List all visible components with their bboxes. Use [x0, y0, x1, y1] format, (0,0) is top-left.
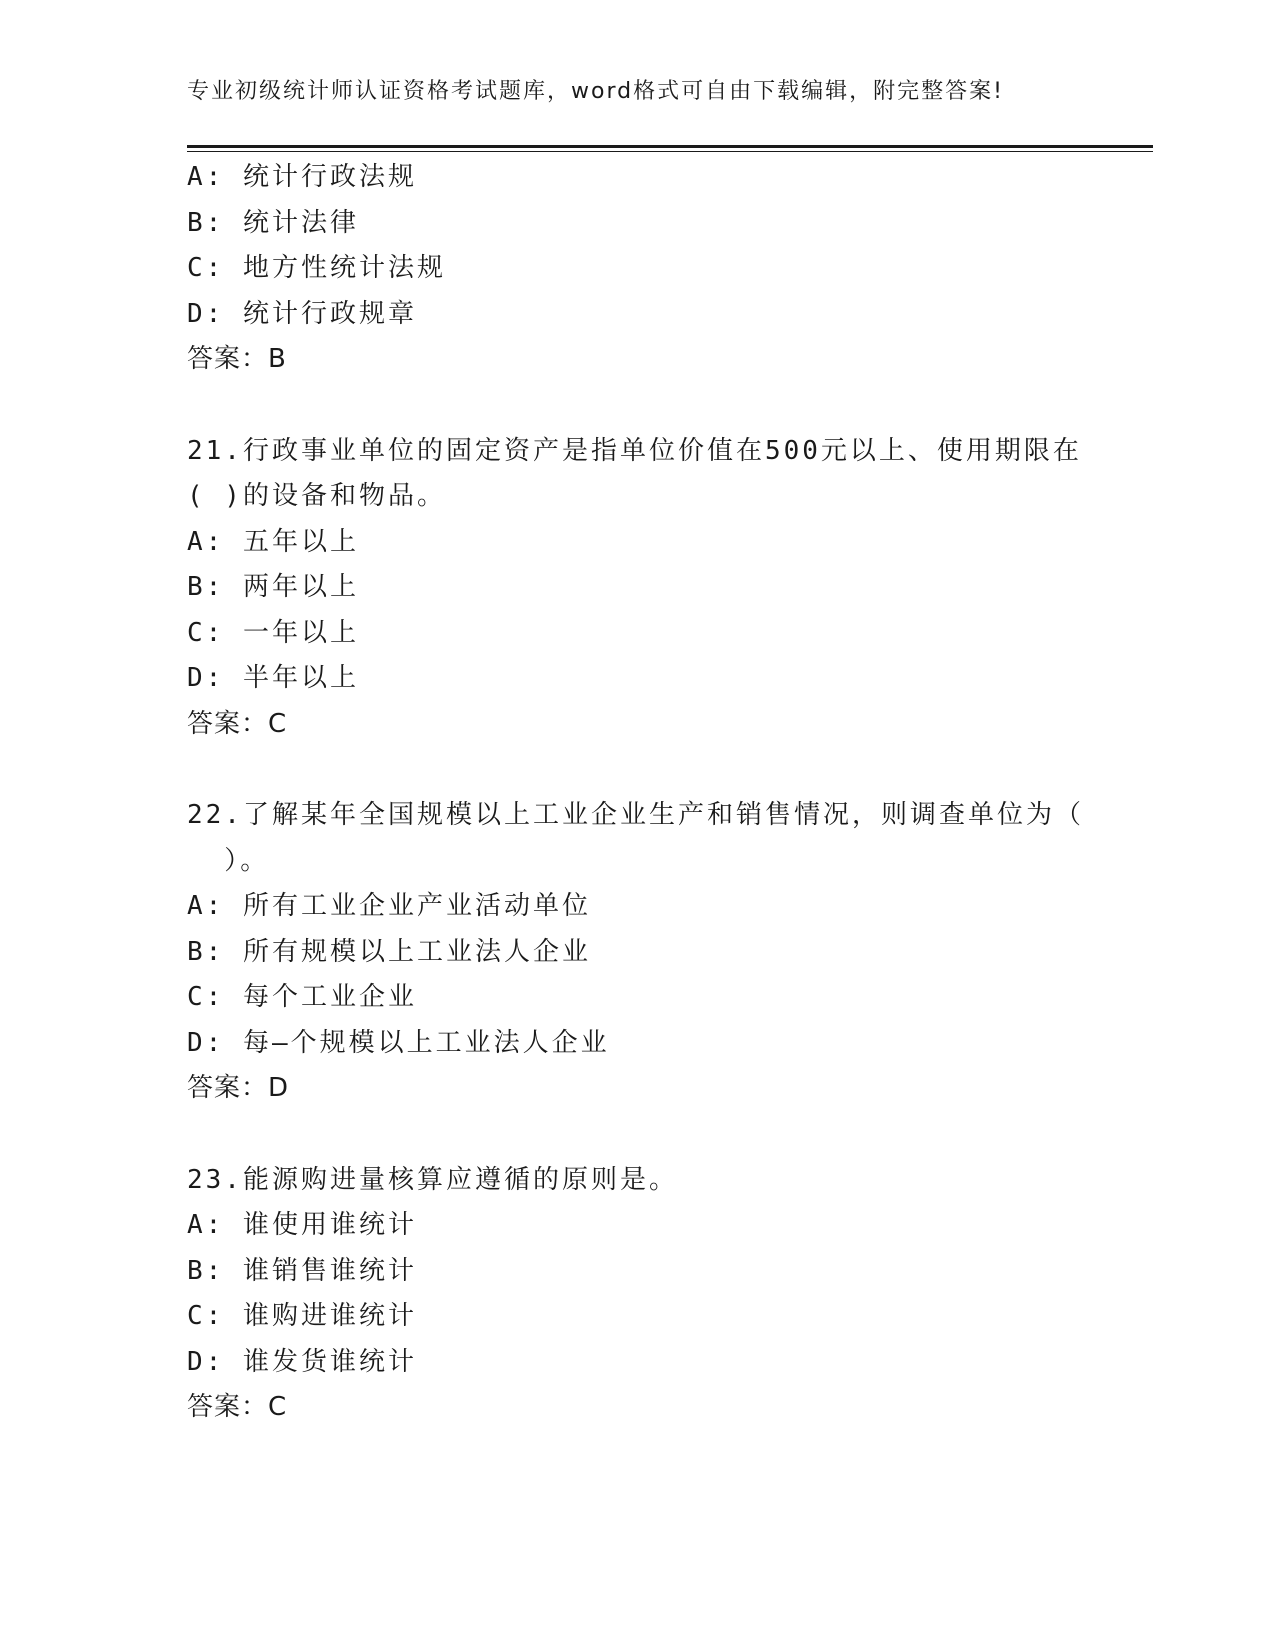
- question-stem: 22.了解某年全国规模以上工业企业生产和销售情况，则调查单位为（: [187, 800, 1084, 830]
- option-a: A: 统计行政法规: [187, 162, 417, 192]
- answer-line: 答案：C: [187, 708, 288, 739]
- option-d: D: 每—个规模以上工业法人企业: [187, 1027, 610, 1058]
- question-stem: 21.行政事业单位的固定资产是指单位价值在500元以上、使用期限在: [187, 435, 1082, 466]
- answer-line: 答案：D: [187, 1073, 290, 1103]
- option-b: B: 统计法律: [187, 207, 359, 238]
- header-rule-thick: [187, 145, 1153, 148]
- page-header: 专业初级统计师认证资格考试题库，word格式可自由下载编辑，附完整答案!: [187, 79, 1004, 104]
- question-stem-cont: ）。: [187, 845, 270, 876]
- option-b: B: 谁销售谁统计: [187, 1255, 417, 1286]
- question-stem-cont: ( )的设备和物品。: [187, 481, 446, 511]
- option-b: B: 所有规模以上工业法人企业: [187, 936, 591, 967]
- option-c: C: 地方性统计法规: [187, 253, 446, 283]
- option-d: D: 谁发货谁统计: [187, 1346, 417, 1377]
- option-a: A: 五年以上: [187, 526, 359, 557]
- question-block-21: [187, 429, 1087, 748]
- question-stem: 23.能源购进量核算应遵循的原则是。: [187, 1164, 678, 1195]
- document-body: [187, 155, 1087, 1431]
- option-d: D: 半年以上: [187, 663, 359, 693]
- answer-line: 答案：C: [187, 1392, 288, 1422]
- option-b: B: 两年以上: [187, 572, 359, 602]
- option-d: D: 统计行政规章: [187, 298, 417, 329]
- option-a: A: 所有工业企业产业活动单位: [187, 891, 591, 921]
- option-c: C: 一年以上: [187, 617, 359, 648]
- option-a: A: 谁使用谁统计: [187, 1210, 417, 1240]
- header-rule-thin: [187, 151, 1153, 152]
- question-block-prev: [187, 155, 1087, 383]
- question-block-22: [187, 793, 1087, 1112]
- answer-line: 答案：B: [187, 344, 287, 374]
- option-c: C: 谁购进谁统计: [187, 1301, 417, 1331]
- question-block-23: [187, 1158, 1087, 1431]
- option-c: C: 每个工业企业: [187, 982, 417, 1012]
